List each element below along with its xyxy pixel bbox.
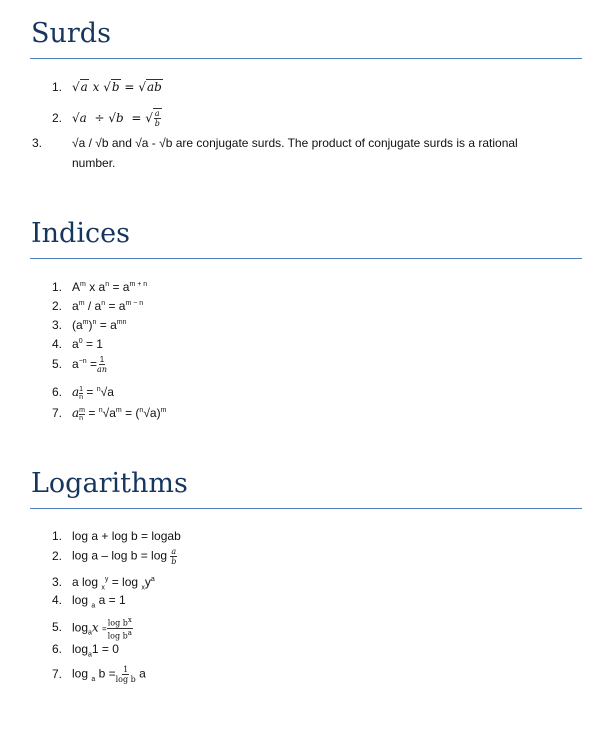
formula-group: [153, 108, 162, 128]
formula-part: = log: [111, 575, 139, 589]
formula: [72, 109, 162, 128]
heading-logarithms: Logarithms: [31, 468, 188, 499]
formula-part: log: [72, 642, 89, 656]
formula-part: m: [82, 319, 89, 326]
heading-surds: Surds: [31, 18, 111, 49]
formula-part: a: [139, 666, 146, 681]
formula-part: 1: [99, 355, 105, 365]
formula-part: x a: [89, 280, 106, 294]
formula-part: n: [139, 407, 144, 414]
formula-part: x: [141, 584, 145, 592]
formula-part: 2.: [52, 299, 63, 313]
formula-part: 6.: [52, 642, 63, 656]
formula-part: 1.: [52, 529, 63, 543]
list-item: [52, 616, 133, 642]
formula-part: a: [72, 385, 80, 399]
formula-part: √: [72, 110, 80, 125]
formula-group: [97, 365, 107, 374]
formula-part: log a + log b = logab: [72, 529, 181, 543]
heading-rule: [30, 258, 582, 259]
formula-part: n: [105, 281, 110, 288]
formula-part: a: [72, 299, 79, 313]
formula-part: −n: [78, 358, 87, 365]
formula-part: = a: [112, 280, 130, 294]
formula-part: ab: [146, 80, 162, 94]
list-item: [52, 382, 114, 401]
list-item: [52, 547, 177, 566]
formula-group: [170, 547, 177, 566]
formula-part: =: [88, 406, 96, 420]
formula-part: √: [108, 110, 116, 125]
formula-part: a: [88, 629, 92, 637]
formula-part: log: [72, 593, 89, 607]
formula-part: m: [78, 300, 85, 307]
formula-part: a: [72, 406, 80, 420]
formula-part: mn: [116, 319, 127, 326]
item-number: 3.: [32, 136, 43, 150]
formula-part: √: [72, 80, 80, 94]
formula-part: log: [72, 666, 89, 681]
formula-part: 4.: [52, 337, 63, 351]
list-item: [52, 665, 146, 688]
formula-part: √a: [100, 385, 114, 399]
formula-part: 2.: [52, 548, 63, 563]
formula-part: log b: [107, 631, 128, 641]
formula-part: a: [91, 602, 96, 610]
formula-part: =: [102, 624, 107, 634]
formula-part: =: [90, 357, 98, 371]
formula-part: m + n: [129, 281, 148, 288]
heading-rule: [30, 58, 582, 59]
formula-part: 1 = 0: [91, 642, 119, 656]
formula-part: b: [116, 110, 124, 125]
formula-part: 1.: [52, 280, 63, 294]
heading-rule: [30, 508, 582, 509]
formula-part: x: [91, 620, 99, 635]
formula-part: a: [79, 110, 87, 125]
formula-part: ÷: [94, 110, 105, 125]
formula-part: n: [96, 386, 101, 393]
formula-part: = 1: [85, 337, 103, 351]
formula-part: 4.: [52, 593, 63, 607]
heading-indices: Indices: [31, 218, 130, 249]
formula-part: 5.: [52, 357, 63, 371]
formula-part: a: [171, 547, 177, 556]
formula-part: log b: [107, 618, 128, 628]
formula-part: a = 1: [98, 593, 126, 607]
formula-part: n: [101, 300, 106, 307]
formula-part: a: [72, 337, 79, 351]
formula-part: a: [91, 676, 96, 684]
formula-part: 7.: [52, 666, 63, 681]
formula-part: a: [127, 628, 132, 637]
list-item: [32, 133, 557, 173]
formula-part: a: [97, 365, 102, 375]
formula-part: A: [72, 280, 81, 294]
formula-part: 0: [78, 338, 83, 345]
list-item: [52, 79, 163, 95]
formula-part: b: [111, 80, 120, 94]
formula-part: 5.: [52, 620, 63, 635]
formula: [72, 79, 163, 94]
formula-part: m: [160, 407, 167, 414]
formula-part: 3.: [52, 318, 63, 332]
formula-part: m: [80, 281, 86, 288]
formula-part: / a: [87, 299, 102, 313]
list-item: [52, 641, 119, 663]
formula-part: log a – log b = log: [72, 548, 168, 563]
formula-part: x: [127, 616, 132, 624]
formula-part: 3.: [52, 575, 63, 589]
formula-part: 7.: [52, 406, 63, 420]
formula-part: m: [115, 407, 122, 414]
formula-part: √: [103, 80, 111, 94]
formula-part: √a): [143, 406, 161, 420]
formula-group: [116, 665, 136, 684]
formula-part: n: [79, 394, 84, 401]
formula-part: x: [92, 80, 100, 94]
item-text: √a / √b and √a - √b are conjugate surds. The product of conjugate surds is a rational number.: [72, 136, 518, 170]
list-item: [52, 403, 166, 422]
formula-part: a: [80, 80, 88, 94]
formula-group: [79, 407, 85, 422]
list-item: [52, 277, 147, 295]
formula-group: [108, 629, 132, 641]
item-number: 2.: [52, 110, 63, 125]
formula-part: log: [72, 620, 89, 635]
formula-part: (a: [72, 318, 83, 332]
formula-part: n: [101, 365, 107, 375]
formula-part: log b: [115, 675, 136, 684]
formula-part: √: [145, 110, 153, 125]
list-item: [52, 354, 107, 374]
formula-part: ): [88, 318, 93, 332]
formula-part: =: [131, 110, 142, 125]
formula-part: b =: [98, 666, 116, 681]
list-item: [52, 592, 126, 614]
formula-group: [97, 355, 107, 374]
formula-part: =: [86, 385, 94, 399]
formula-part: n: [98, 407, 103, 414]
formula-part: y: [144, 575, 151, 589]
item-number: 1.: [52, 80, 63, 94]
formula-part: a: [154, 109, 160, 118]
formula-part: x: [101, 584, 105, 592]
list-item: [52, 315, 127, 333]
formula-group: [79, 386, 83, 401]
formula-part: n: [92, 319, 97, 326]
list-item: [52, 528, 181, 544]
formula-part: a: [72, 357, 79, 371]
formula-part: m − n: [125, 300, 144, 307]
formula-part: y: [104, 576, 109, 583]
formula-part: b: [171, 557, 177, 566]
formula-part: n: [79, 415, 84, 422]
formula-part: =: [124, 80, 135, 94]
formula-group: [107, 616, 133, 640]
formula-part: a: [150, 576, 155, 583]
formula-part: = (: [125, 406, 140, 420]
list-item: [52, 334, 103, 352]
formula-part: a: [88, 651, 92, 659]
formula-group: [107, 616, 133, 629]
formula-part: a log: [72, 575, 99, 589]
formula-part: = a: [99, 318, 117, 332]
formula-part: 6.: [52, 385, 63, 399]
formula-part: m: [79, 407, 85, 414]
formula-part: = a: [108, 299, 126, 313]
formula-part: √: [138, 80, 146, 94]
formula-part: 1: [123, 665, 129, 674]
formula-part: b: [154, 119, 160, 128]
formula-part: √a: [102, 406, 116, 420]
formula-part: 1: [79, 386, 84, 393]
list-item: [52, 108, 162, 128]
list-item: [52, 296, 143, 314]
